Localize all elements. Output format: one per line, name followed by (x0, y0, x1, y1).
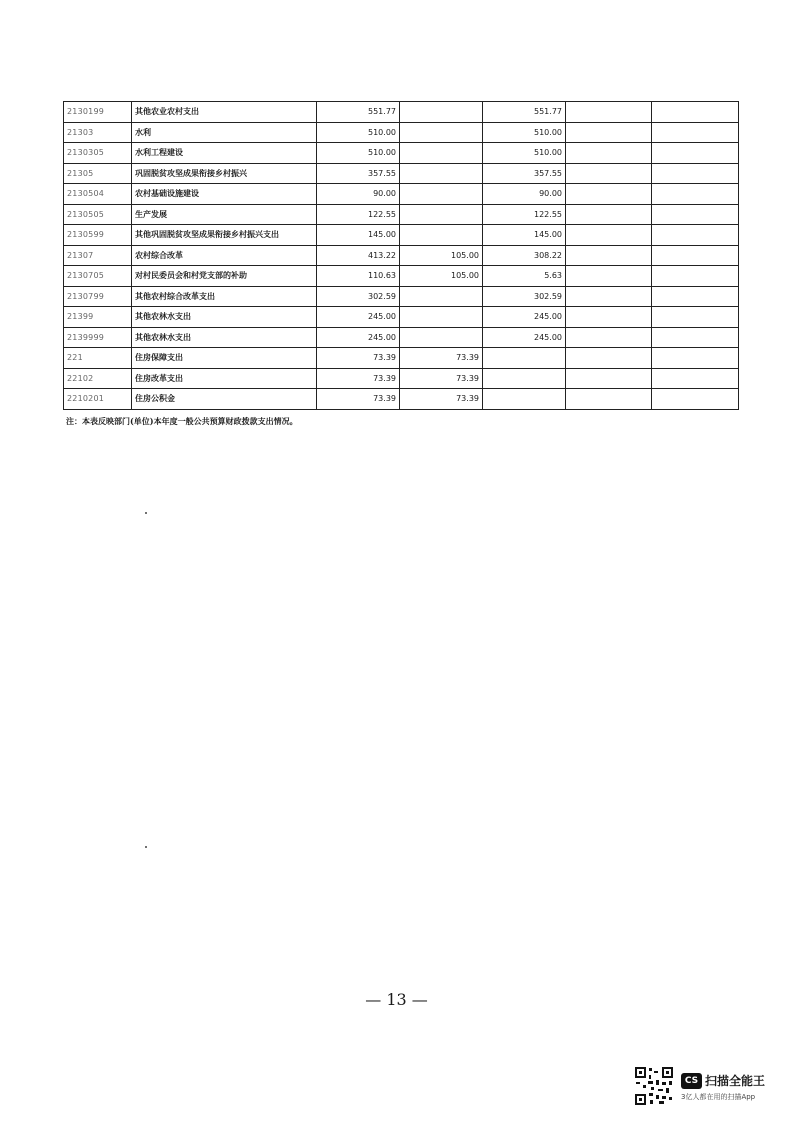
empty-cell (652, 286, 739, 307)
project-expenditure-cell (483, 348, 566, 369)
account-name-cell: 住房改革支出 (132, 368, 317, 389)
total-amount-cell: 145.00 (317, 225, 400, 246)
table-note: 注：本表反映部门(单位)本年度一般公共预算财政拨款支出情况。 (66, 416, 298, 426)
account-code-cell: 2130705 (64, 266, 132, 287)
project-expenditure-cell: 357.55 (483, 163, 566, 184)
total-amount-cell: 90.00 (317, 184, 400, 205)
basic-expenditure-cell: 73.39 (400, 348, 483, 369)
basic-expenditure-cell (400, 204, 483, 225)
empty-cell (652, 368, 739, 389)
basic-expenditure-cell (400, 122, 483, 143)
empty-cell (652, 266, 739, 287)
empty-cell (566, 184, 652, 205)
table-row (64, 266, 739, 287)
basic-expenditure-cell (400, 286, 483, 307)
empty-cell (652, 307, 739, 328)
table-row (64, 184, 739, 205)
account-code-cell: 21399 (64, 307, 132, 328)
total-amount-cell: 73.39 (317, 348, 400, 369)
table-row (64, 122, 739, 143)
empty-cell (566, 327, 652, 348)
scanner-tagline: 3亿人都在用的扫描App (681, 1093, 756, 1101)
basic-expenditure-cell (400, 225, 483, 246)
account-code-cell: 2210201 (64, 389, 132, 410)
empty-cell (566, 163, 652, 184)
empty-cell (652, 225, 739, 246)
basic-expenditure-cell (400, 102, 483, 123)
account-name-cell: 巩固脱贫攻坚成果衔接乡村振兴 (132, 163, 317, 184)
basic-expenditure-cell: 73.39 (400, 368, 483, 389)
basic-expenditure-cell (400, 184, 483, 205)
empty-cell (566, 102, 652, 123)
table-row (64, 348, 739, 369)
account-name-cell: 水利 (132, 122, 317, 143)
total-amount-cell: 413.22 (317, 245, 400, 266)
account-code-cell: 2130505 (64, 204, 132, 225)
empty-cell (652, 184, 739, 205)
empty-cell (566, 286, 652, 307)
empty-cell (652, 348, 739, 369)
qr-code-icon (634, 1066, 674, 1106)
account-name-cell: 其他农林水支出 (132, 307, 317, 328)
account-name-cell: 其他巩固脱贫攻坚成果衔接乡村振兴支出 (132, 225, 317, 246)
table-row (64, 204, 739, 225)
page-number: — 13 — (365, 990, 428, 1009)
account-code-cell: 21305 (64, 163, 132, 184)
total-amount-cell: 357.55 (317, 163, 400, 184)
account-code-cell: 22102 (64, 368, 132, 389)
basic-expenditure-cell (400, 163, 483, 184)
account-name-cell: 对村民委员会和村党支部的补助 (132, 266, 317, 287)
stray-mark (145, 512, 147, 514)
empty-cell (566, 389, 652, 410)
empty-cell (566, 368, 652, 389)
basic-expenditure-cell: 105.00 (400, 266, 483, 287)
total-amount-cell: 122.55 (317, 204, 400, 225)
account-name-cell: 农村基础设施建设 (132, 184, 317, 205)
basic-expenditure-cell (400, 307, 483, 328)
scanner-logo: CS (681, 1073, 702, 1089)
account-code-cell: 2139999 (64, 327, 132, 348)
basic-expenditure-cell (400, 327, 483, 348)
project-expenditure-cell: 245.00 (483, 307, 566, 328)
total-amount-cell: 110.63 (317, 266, 400, 287)
account-name-cell: 其他农林水支出 (132, 327, 317, 348)
account-code-cell: 221 (64, 348, 132, 369)
account-name-cell: 其他农村综合改革支出 (132, 286, 317, 307)
project-expenditure-cell: 5.63 (483, 266, 566, 287)
account-code-cell: 2130305 (64, 143, 132, 164)
basic-expenditure-cell: 105.00 (400, 245, 483, 266)
account-name-cell: 农村综合改革 (132, 245, 317, 266)
basic-expenditure-cell: 73.39 (400, 389, 483, 410)
account-code-cell: 2130799 (64, 286, 132, 307)
table-row (64, 307, 739, 328)
table-row (64, 389, 739, 410)
total-amount-cell: 551.77 (317, 102, 400, 123)
table-row (64, 143, 739, 164)
account-code-cell: 2130199 (64, 102, 132, 123)
empty-cell (652, 143, 739, 164)
table-row (64, 225, 739, 246)
total-amount-cell: 245.00 (317, 307, 400, 328)
project-expenditure-cell: 122.55 (483, 204, 566, 225)
project-expenditure-cell: 302.59 (483, 286, 566, 307)
account-name-cell: 住房公积金 (132, 389, 317, 410)
total-amount-cell: 302.59 (317, 286, 400, 307)
project-expenditure-cell: 145.00 (483, 225, 566, 246)
account-code-cell: 2130504 (64, 184, 132, 205)
account-code-cell: 21303 (64, 122, 132, 143)
table-row (64, 163, 739, 184)
empty-cell (566, 348, 652, 369)
empty-cell (566, 245, 652, 266)
empty-cell (566, 225, 652, 246)
project-expenditure-cell (483, 368, 566, 389)
project-expenditure-cell: 551.77 (483, 102, 566, 123)
total-amount-cell: 73.39 (317, 368, 400, 389)
account-name-cell: 水利工程建设 (132, 143, 317, 164)
account-name-cell: 其他农业农村支出 (132, 102, 317, 123)
project-expenditure-cell: 308.22 (483, 245, 566, 266)
project-expenditure-cell: 245.00 (483, 327, 566, 348)
empty-cell (566, 143, 652, 164)
account-code-cell: 2130599 (64, 225, 132, 246)
basic-expenditure-cell (400, 143, 483, 164)
empty-cell (652, 204, 739, 225)
empty-cell (652, 102, 739, 123)
empty-cell (566, 266, 652, 287)
empty-cell (566, 204, 652, 225)
budget-table (63, 101, 739, 410)
total-amount-cell: 245.00 (317, 327, 400, 348)
total-amount-cell: 510.00 (317, 143, 400, 164)
empty-cell (652, 245, 739, 266)
scanner-app-name: 扫描全能王 (705, 1074, 766, 1088)
total-amount-cell: 73.39 (317, 389, 400, 410)
project-expenditure-cell: 510.00 (483, 122, 566, 143)
empty-cell (652, 389, 739, 410)
scanner-watermark (681, 1070, 781, 1102)
empty-cell (652, 122, 739, 143)
empty-cell (566, 122, 652, 143)
project-expenditure-cell: 510.00 (483, 143, 566, 164)
project-expenditure-cell: 90.00 (483, 184, 566, 205)
table-row (64, 286, 739, 307)
account-name-cell: 住房保障支出 (132, 348, 317, 369)
stray-mark (145, 846, 147, 848)
account-code-cell: 21307 (64, 245, 132, 266)
table-row (64, 327, 739, 348)
empty-cell (566, 307, 652, 328)
table-row (64, 368, 739, 389)
total-amount-cell: 510.00 (317, 122, 400, 143)
table-row (64, 102, 739, 123)
project-expenditure-cell (483, 389, 566, 410)
empty-cell (652, 327, 739, 348)
table-row (64, 245, 739, 266)
empty-cell (652, 163, 739, 184)
account-name-cell: 生产发展 (132, 204, 317, 225)
